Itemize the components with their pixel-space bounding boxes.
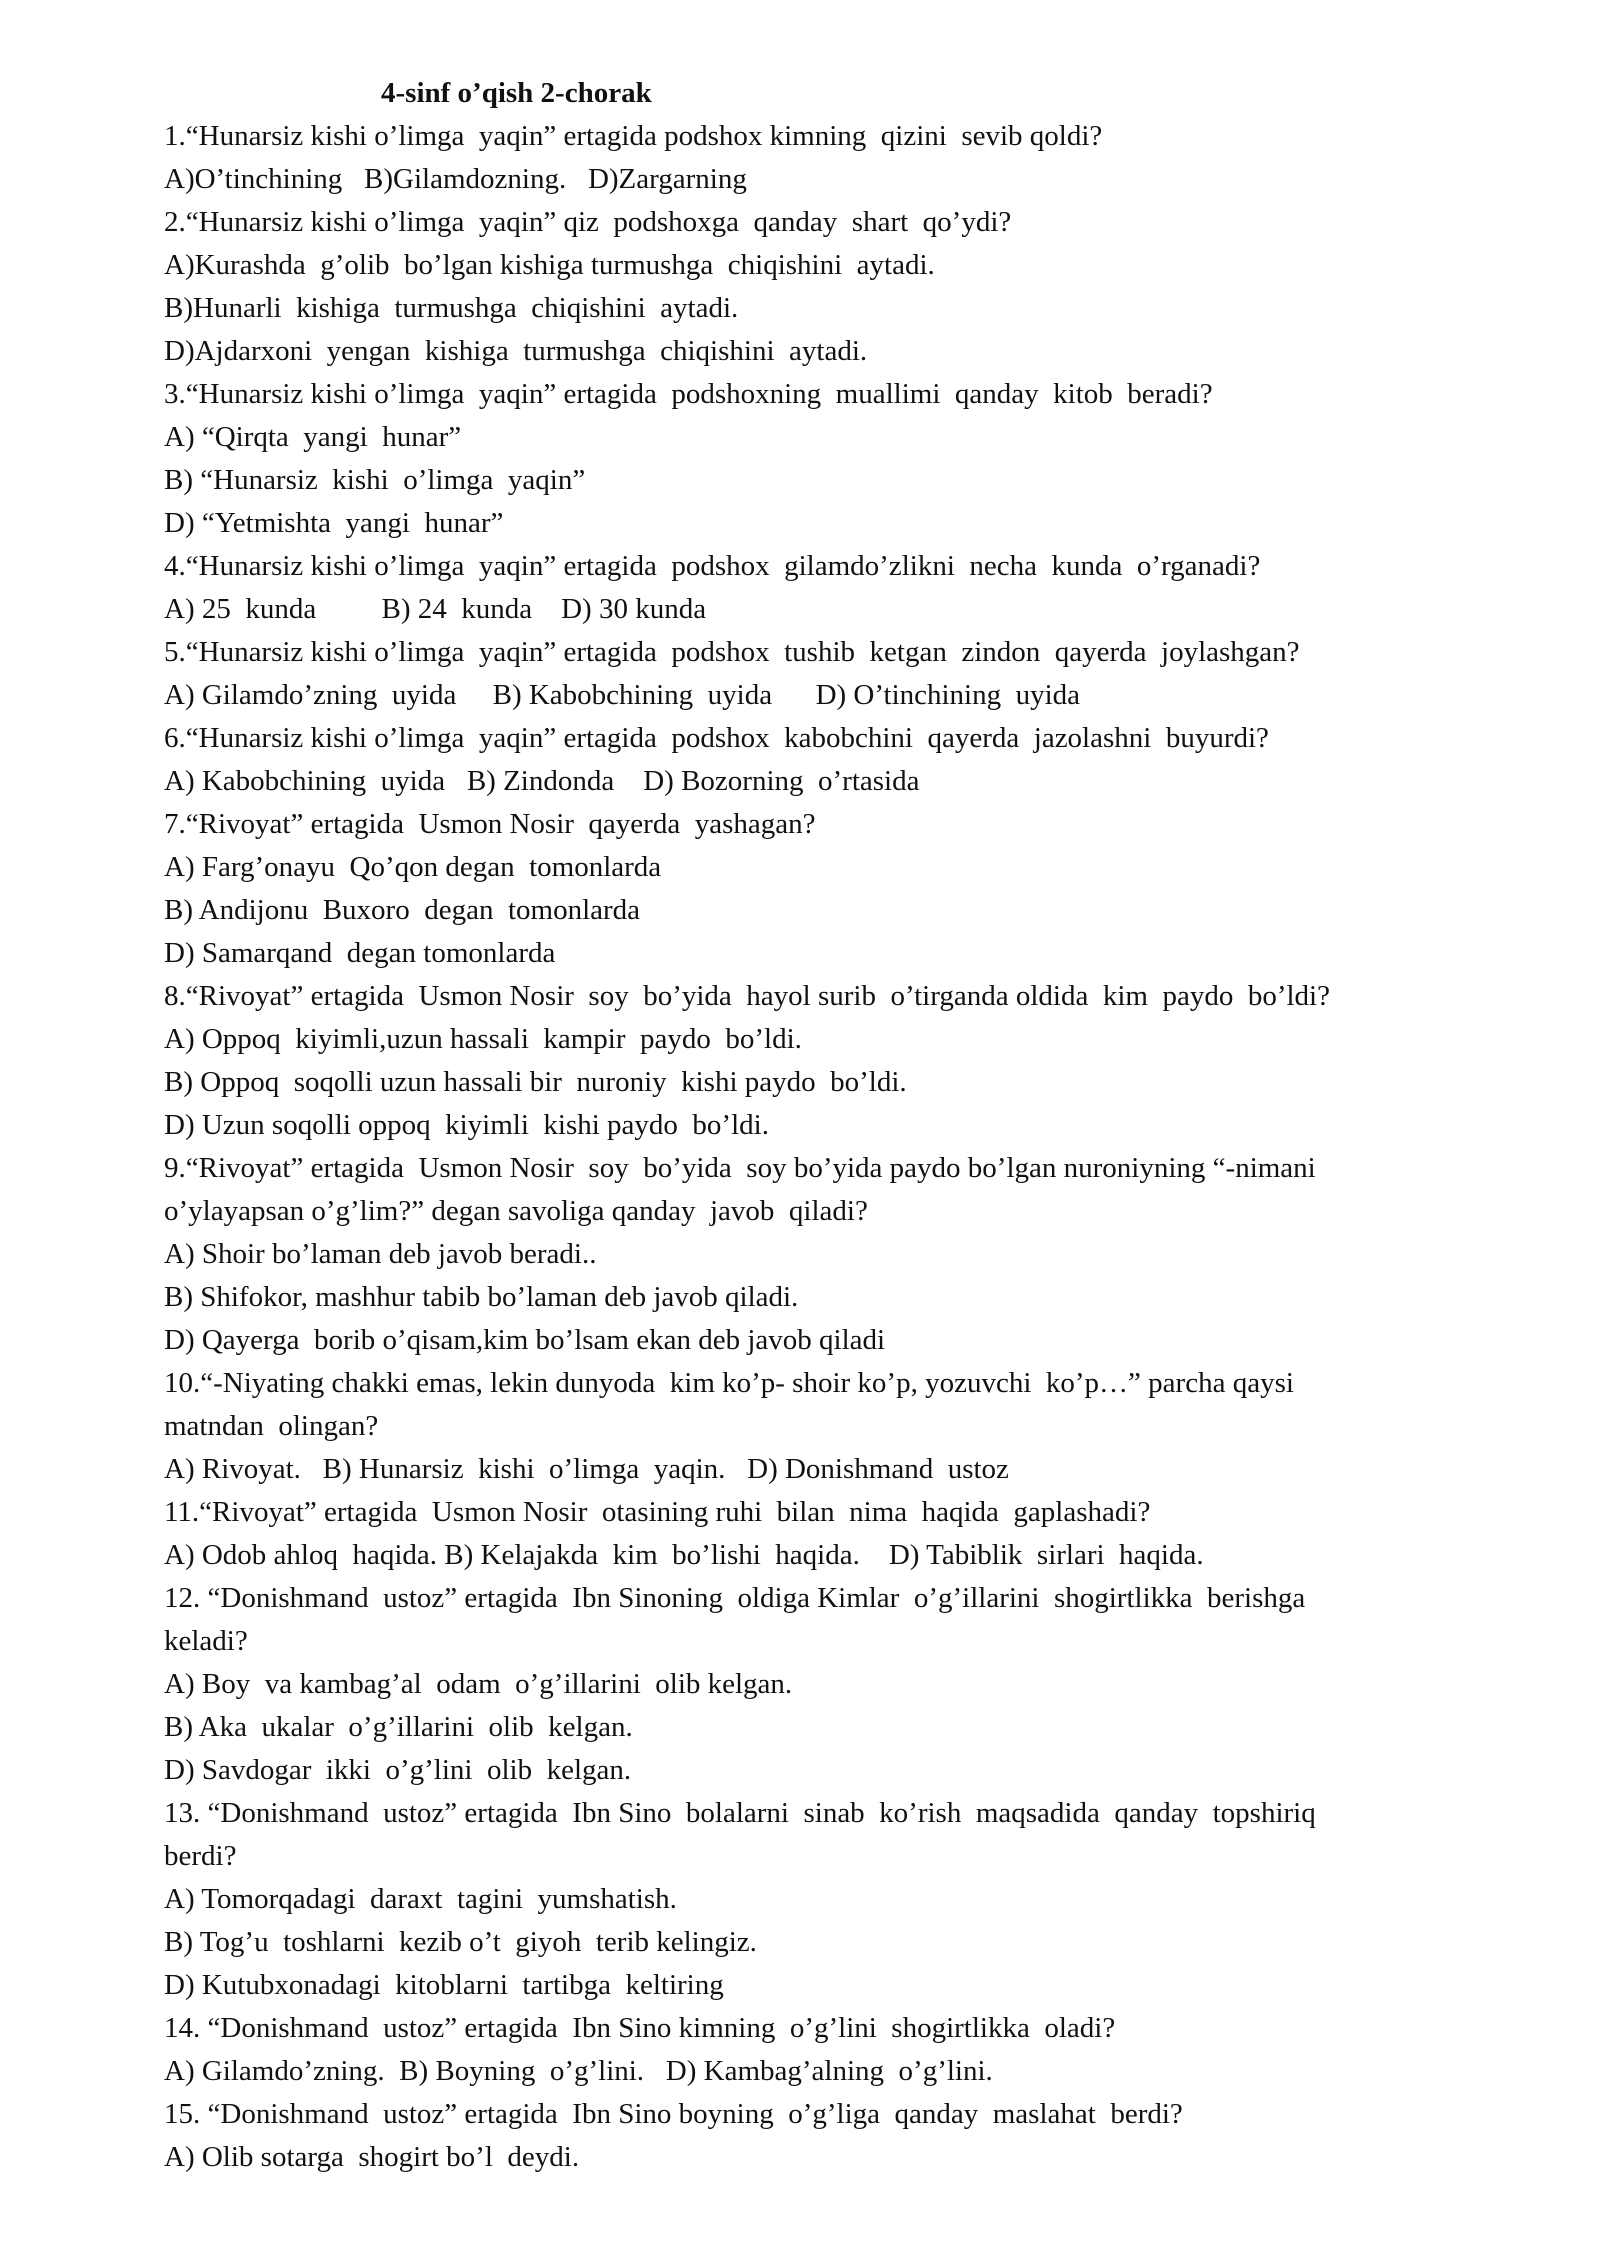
document-title: 4-sinf o’qish 2-chorak bbox=[381, 77, 652, 109]
question-7-option-a: A) Farg’onayu Qo’qon degan tomonlarda bbox=[164, 851, 662, 883]
question-3-option-b: B) “Hunarsiz kishi o’limga yaqin” bbox=[164, 464, 586, 496]
question-9-option-b: B) Shifokor, mashhur tabib bo’laman deb javob qiladi. bbox=[164, 1281, 799, 1313]
question-list bbox=[164, 115, 1504, 2179]
document-page bbox=[164, 72, 1504, 2179]
question-8-option-d: D) Uzun soqolli oppoq kiyimli kishi paydo bo’ldi. bbox=[164, 1109, 769, 1141]
question-13-text-line-1: 13. “Donishmand ustoz” ertagida Ibn Sino bolalarni sinab ko’rish maqsadida qanday topshiriq bbox=[164, 1797, 1316, 1829]
question-7-option-d: D) Samarqand degan tomonlarda bbox=[164, 937, 556, 969]
question-13-option-d: D) Kutubxonadagi kitoblarni tartibga keltiring bbox=[164, 1969, 724, 2001]
question-12-text-line-2: keladi? bbox=[164, 1625, 248, 1657]
question-9-option-a: A) Shoir bo’laman deb javob beradi.. bbox=[164, 1238, 597, 1270]
question-8-option-a: A) Oppoq kiyimli,uzun hassali kampir paydo bo’ldi. bbox=[164, 1023, 802, 1055]
question-10-options: A) Rivoyat. B) Hunarsiz kishi o’limga yaqin. D) Donishmand ustoz bbox=[164, 1453, 1009, 1485]
question-15-option-a: A) Olib sotarga shogirt bo’l deydi. bbox=[164, 2141, 580, 2173]
question-8-text: 8.“Rivoyat” ertagida Usmon Nosir soy bo’yida hayol surib o’tirganda oldida kim paydo bo’ldi? bbox=[164, 980, 1330, 1012]
question-14-options: A) Gilamdo’zning. B) Boyning o’g’lini. D) Kambag’alning o’g’lini. bbox=[164, 2055, 993, 2087]
question-12-option-a: A) Boy va kambag’al odam o’g’illarini olib kelgan. bbox=[164, 1668, 793, 1700]
question-10-text-line-1: 10.“-Niyating chakki emas, lekin dunyoda kim ko’p- shoir ko’p, yozuvchi ko’p…” parcha qaysi bbox=[164, 1367, 1294, 1399]
question-13-option-a: A) Tomorqadagi daraxt tagini yumshatish. bbox=[164, 1883, 677, 1915]
question-2-option-d: D)Ajdarxoni yengan kishiga turmushga chiqishini aytadi. bbox=[164, 335, 868, 367]
question-3-option-d: D) “Yetmishta yangi hunar” bbox=[164, 507, 504, 539]
question-9-option-d: D) Qayerga borib o’qisam,kim bo’lsam ekan deb javob qiladi bbox=[164, 1324, 886, 1356]
question-7-text: 7.“Rivoyat” ertagida Usmon Nosir qayerda yashagan? bbox=[164, 808, 816, 840]
question-3-text: 3.“Hunarsiz kishi o’limga yaqin” ertagida podshoxning muallimi qanday kitob beradi? bbox=[164, 378, 1213, 410]
question-1-text: 1.“Hunarsiz kishi o’limga yaqin” ertagida podshox kimning qizini sevib qoldi? bbox=[164, 120, 1103, 152]
question-8-option-b: B) Oppoq soqolli uzun hassali bir nuroniy kishi paydo bo’ldi. bbox=[164, 1066, 907, 1098]
question-11-text: 11.“Rivoyat” ertagida Usmon Nosir otasining ruhi bilan nima haqida gaplashadi? bbox=[164, 1496, 1151, 1528]
question-5-text: 5.“Hunarsiz kishi o’limga yaqin” ertagida podshox tushib ketgan zindon qayerda joylashgan? bbox=[164, 636, 1300, 668]
question-11-options: A) Odob ahloq haqida. B) Kelajakda kim bo’lishi haqida. D) Tabiblik sirlari haqida. bbox=[164, 1539, 1204, 1571]
question-12-option-b: B) Aka ukalar o’g’illarini olib kelgan. bbox=[164, 1711, 633, 1743]
question-5-options: A) Gilamdo’zning uyida B) Kabobchining uyida D) O’tinchining uyida bbox=[164, 679, 1081, 711]
question-3-option-a: A) “Qirqta yangi hunar” bbox=[164, 421, 462, 453]
question-14-text: 14. “Donishmand ustoz” ertagida Ibn Sino kimning o’g’lini shogirtlikka oladi? bbox=[164, 2012, 1116, 2044]
question-13-option-b: B) Tog’u toshlarni kezib o’t giyoh terib kelingiz. bbox=[164, 1926, 757, 1958]
question-2-text: 2.“Hunarsiz kishi o’limga yaqin” qiz podshoxga qanday shart qo’ydi? bbox=[164, 206, 1012, 238]
question-6-text: 6.“Hunarsiz kishi o’limga yaqin” ertagida podshox kabobchini qayerda jazolashni buyurdi? bbox=[164, 722, 1269, 754]
question-10-text-line-2: matndan olingan? bbox=[164, 1410, 379, 1442]
question-1-options: A)O’tinchining B)Gilamdozning. D)Zargarning bbox=[164, 163, 747, 195]
question-12-option-d: D) Savdogar ikki o’g’lini olib kelgan. bbox=[164, 1754, 632, 1786]
question-15-text: 15. “Donishmand ustoz” ertagida Ibn Sino boyning o’g’liga qanday maslahat berdi? bbox=[164, 2098, 1183, 2130]
question-2-option-b: B)Hunarli kishiga turmushga chiqishini aytadi. bbox=[164, 292, 739, 324]
question-2-option-a: A)Kurashda g’olib bo’lgan kishiga turmushga chiqishini aytadi. bbox=[164, 249, 935, 281]
question-6-options: A) Kabobchining uyida B) Zindonda D) Bozorning o’rtasida bbox=[164, 765, 920, 797]
question-13-text-line-2: berdi? bbox=[164, 1840, 237, 1872]
question-9-text-line-1: 9.“Rivoyat” ertagida Usmon Nosir soy bo’yida soy bo’yida paydo bo’lgan nuroniyning “-nimani bbox=[164, 1152, 1316, 1184]
question-4-text: 4.“Hunarsiz kishi o’limga yaqin” ertagida podshox gilamdo’zlikni necha kunda o’rganadi? bbox=[164, 550, 1261, 582]
question-7-option-b: B) Andijonu Buxoro degan tomonlarda bbox=[164, 894, 641, 926]
question-9-text-line-2: o’ylayapsan o’g’lim?” degan savoliga qanday javob qiladi? bbox=[164, 1195, 868, 1227]
question-4-options: A) 25 kunda B) 24 kunda D) 30 kunda bbox=[164, 593, 707, 625]
question-12-text-line-1: 12. “Donishmand ustoz” ertagida Ibn Sinoning oldiga Kimlar o’g’illarini shogirtlikka berishga bbox=[164, 1582, 1306, 1614]
